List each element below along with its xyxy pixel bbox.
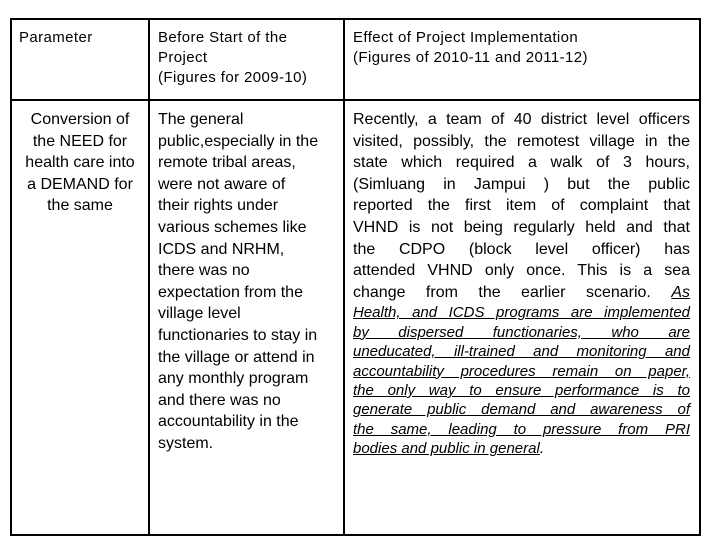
row-effect-lead: As bbox=[671, 283, 690, 301]
row-effect-text: change from the earlier scenario. bbox=[353, 283, 651, 301]
row-effect-italic-text: by dispersed functionaries, who are bbox=[353, 323, 690, 341]
row-effect-line: VHND is not being regularly held and that bbox=[353, 218, 690, 236]
row-effect-line: attended VHND only once. This is a sea bbox=[353, 262, 690, 280]
row-before-line: there was no bbox=[158, 262, 250, 280]
row-effect-italic-line bbox=[353, 420, 690, 439]
row-before-line: the village or attend in bbox=[158, 348, 315, 366]
row-effect-italic-text: the same, leading to pressure from PRI bbox=[353, 420, 690, 438]
row-before-line: ICDS and NRHM, bbox=[158, 240, 285, 258]
row-effect-italic-line bbox=[353, 381, 690, 400]
row-before-line: their rights under bbox=[158, 197, 279, 215]
row-effect-italic-line bbox=[353, 362, 690, 381]
row-before-line: and there was no bbox=[158, 391, 281, 409]
row-parameter-line: the NEED for bbox=[32, 132, 128, 150]
row-before-line: any monthly program bbox=[158, 370, 309, 388]
row-effect-line: the CDPO (block level officer) has bbox=[353, 240, 690, 258]
header-before bbox=[158, 28, 340, 88]
row-before-line: were not aware of bbox=[158, 175, 286, 193]
row-effect-italic-line bbox=[353, 342, 690, 361]
row-effect bbox=[353, 109, 690, 459]
table-border-left bbox=[10, 18, 12, 536]
row-effect-line: (Simluang in Jampui ) but the public bbox=[353, 175, 690, 193]
table-border-top bbox=[10, 18, 701, 20]
row-before-line: expectation from the bbox=[158, 283, 303, 301]
row-before-line: remote tribal areas, bbox=[158, 154, 296, 172]
row-before-line: various schemes like bbox=[158, 218, 307, 236]
row-parameter-line: Conversion of bbox=[30, 111, 130, 128]
header-parameter-text: Parameter bbox=[19, 29, 93, 46]
row-effect-line: reported the first item of complaint that bbox=[353, 197, 690, 215]
row-parameter-line: the same bbox=[47, 197, 113, 215]
row-effect-italic-line bbox=[353, 439, 690, 458]
row-effect-italic-text: accountability procedures remain on paper, bbox=[353, 362, 690, 380]
row-parameter-line: a DEMAND for bbox=[27, 175, 133, 193]
row-effect-italic-line bbox=[353, 400, 690, 419]
row-effect-italic-text: generate public demand and awareness of bbox=[353, 401, 690, 419]
row-effect-line: state which required a walk of 3 hours, bbox=[353, 154, 690, 172]
table-border-bottom bbox=[10, 534, 701, 536]
table-border-col2 bbox=[343, 18, 345, 536]
row-effect-italic-line bbox=[353, 303, 690, 322]
row-before-line: public,especially in the bbox=[158, 132, 319, 150]
table-border-col1 bbox=[148, 18, 150, 536]
row-effect-italic-text: Health, and ICDS programs are implemented bbox=[353, 304, 690, 322]
row-before-line: The general bbox=[158, 111, 244, 128]
header-before-line: Project bbox=[158, 49, 208, 66]
row-effect-italic-text: uneducated, ill-trained and monitoring and bbox=[353, 343, 690, 361]
row-effect-tail: . bbox=[539, 440, 544, 458]
header-before-line: Before Start of the bbox=[158, 29, 288, 46]
header-parameter bbox=[19, 28, 144, 48]
table-border-right bbox=[699, 18, 701, 536]
row-before bbox=[158, 109, 341, 455]
row-before-line: accountability in the bbox=[158, 413, 299, 431]
header-effect-line: (Figures of 2010-11 and 2011-12) bbox=[353, 49, 588, 66]
row-effect-line-with-lead bbox=[353, 282, 690, 304]
row-before-line: system. bbox=[158, 434, 214, 452]
header-effect bbox=[353, 28, 693, 68]
row-before-line: village level bbox=[158, 305, 241, 323]
row-effect-italic-line bbox=[353, 323, 690, 342]
row-parameter bbox=[13, 109, 147, 217]
row-effect-line: Recently, a team of 40 district level officers bbox=[353, 111, 690, 128]
row-effect-line: visited, possibly, the remotest village in the bbox=[353, 132, 690, 150]
row-before-line: functionaries to stay in bbox=[158, 326, 318, 344]
header-effect-line: Effect of Project Implementation bbox=[353, 29, 579, 46]
row-parameter-line: health care into bbox=[25, 154, 135, 172]
table-border-header bbox=[10, 99, 701, 101]
header-before-line: (Figures for 2009-10) bbox=[158, 69, 308, 86]
row-effect-emphasis bbox=[353, 303, 690, 458]
row-effect-italic-text: bodies and public in general bbox=[353, 440, 540, 458]
row-effect-italic-text: the only way to ensure performance is to bbox=[353, 381, 690, 399]
